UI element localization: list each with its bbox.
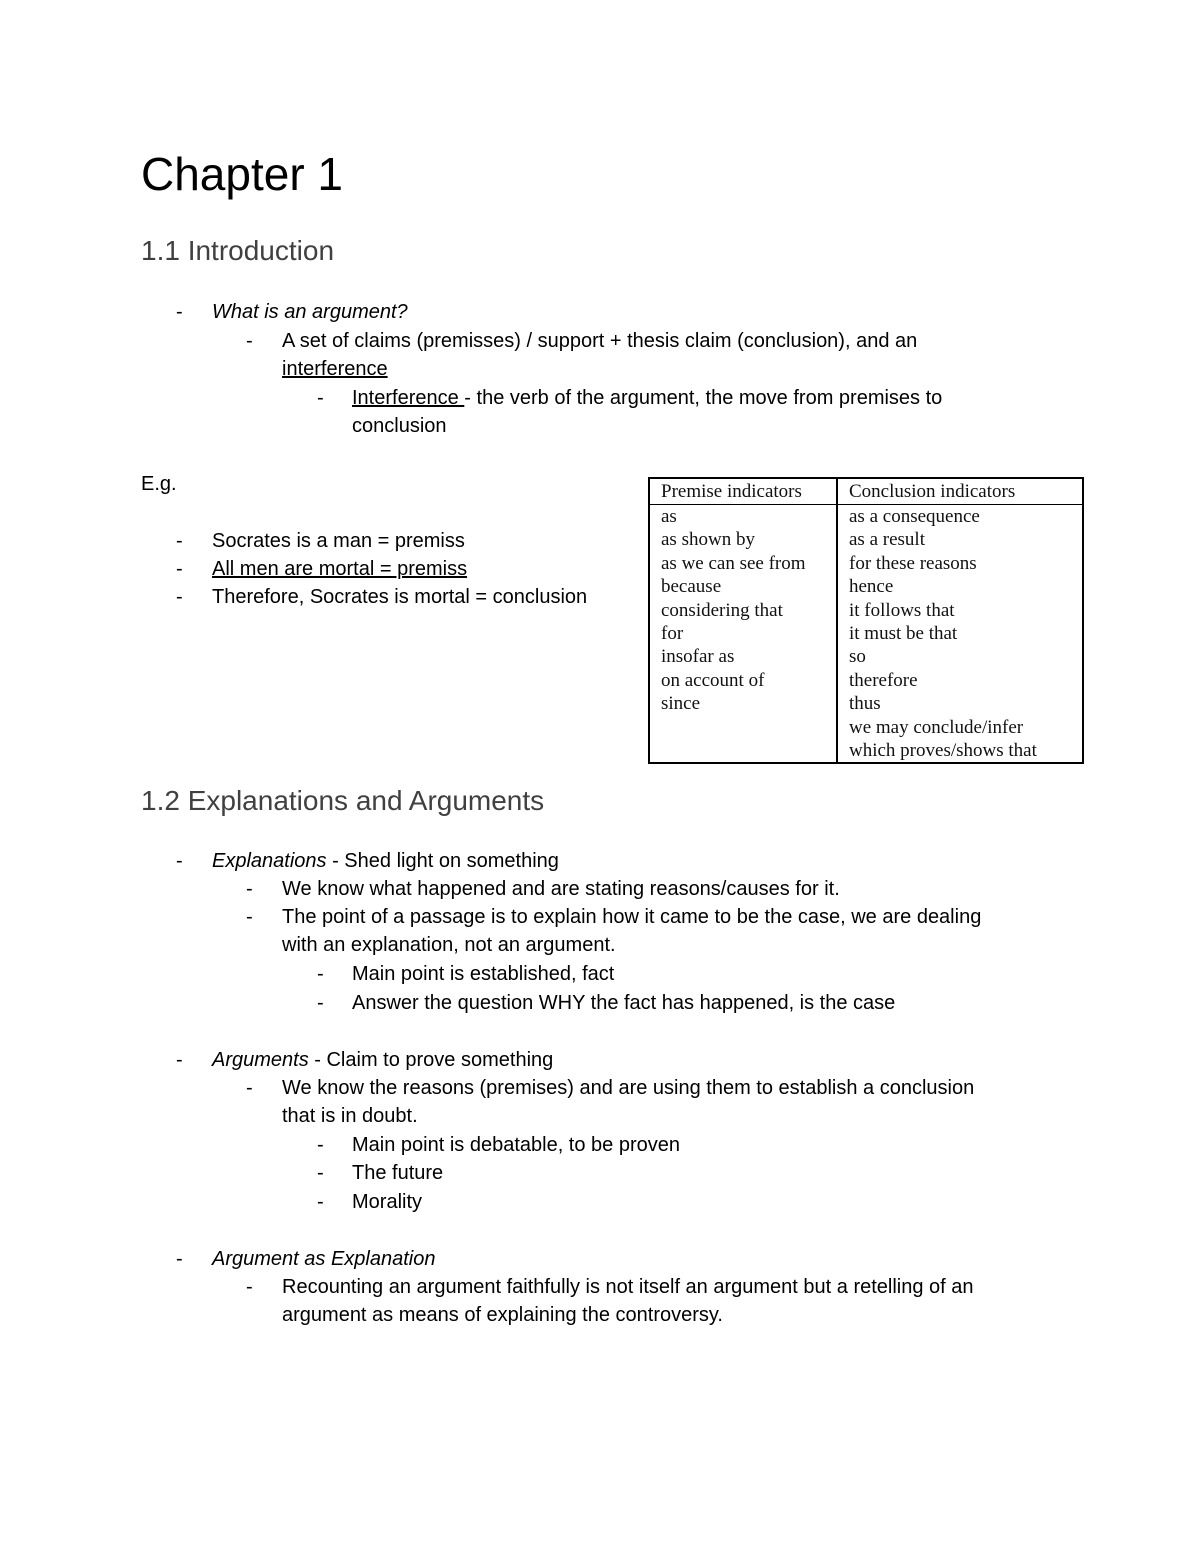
conclusion-indicators-list [838, 505, 1082, 762]
premise-indicators-list [650, 505, 836, 716]
interference-definition [352, 384, 942, 412]
arguments-definition: - Claim to prove something [308, 1049, 554, 1071]
conclusion-item: it follows that [849, 599, 955, 621]
explanations-definition: - Shed light on something [326, 850, 559, 872]
premise-item: considering that [661, 599, 783, 621]
example-label: E.g. [141, 473, 177, 495]
conclusion-item: for these reasons [849, 552, 977, 574]
conclusion-item: hence [849, 576, 894, 598]
premise-item: because [661, 576, 722, 598]
conclusion-item: thus [849, 693, 881, 715]
argument-as-explanation-term: Argument as Explanation [212, 1248, 436, 1270]
example-premise-2: All men are mortal = premiss [212, 558, 468, 580]
interference-definition-text: - the verb of the argument, the move from premises to [464, 387, 943, 409]
bullet-dash: - [246, 878, 253, 900]
bullet-dash: - [317, 1191, 324, 1213]
bullet-dash: - [317, 1162, 324, 1184]
arguments-term: Arguments [212, 1049, 309, 1071]
premise-item: as shown by [661, 529, 755, 551]
argument-subpoint-3: Morality [352, 1191, 423, 1213]
indicators-table [648, 477, 1084, 764]
premise-indicators-column [650, 479, 838, 762]
conclusion-item: therefore [849, 669, 918, 691]
bullet-dash: - [317, 1134, 324, 1156]
conclusion-item: so [849, 646, 866, 668]
bullet-dash: - [176, 1049, 183, 1071]
conclusion-indicators-header: Conclusion indicators [838, 479, 1082, 505]
conclusion-item: we may conclude/infer [849, 716, 1024, 738]
explanation-point-1: We know what happened and are stating reasons/causes for it. [282, 878, 840, 900]
argument-subpoint-1: Main point is debatable, to be proven [352, 1134, 680, 1156]
explanation-point-2: The point of a passage is to explain how it came to be the case, we are dealing [282, 906, 982, 928]
premise-item: insofar as [661, 646, 735, 668]
argument-subpoint-2: The future [352, 1162, 444, 1184]
interference-term: interference [282, 358, 388, 380]
premise-item: for [661, 623, 684, 645]
section-heading-explanations-arguments: 1.2 Explanations and Arguments [141, 785, 545, 816]
premise-item: as [661, 506, 677, 527]
bullet-dash: - [176, 1248, 183, 1270]
example-conclusion: Therefore, Socrates is mortal = conclusion [212, 586, 588, 608]
bullet-dash: - [176, 586, 183, 608]
bullet-dash: - [176, 850, 183, 872]
conclusion-indicators-column [838, 479, 1082, 762]
conclusion-item: as a consequence [849, 506, 980, 527]
bullet-dash: - [246, 1276, 253, 1298]
section-heading-introduction: 1.1 Introduction [141, 235, 335, 266]
premise-item: on account of [661, 669, 765, 691]
question-what-is-argument: What is an argument? [212, 301, 408, 323]
bullet-dash: - [176, 530, 183, 552]
explanations-item [212, 847, 559, 875]
interference-label: Interference [352, 387, 465, 409]
explanations-term: Explanations [212, 850, 327, 872]
premise-item: as we can see from [661, 552, 806, 574]
explanation-subpoint-1: Main point is established, fact [352, 963, 615, 985]
interference-definition-cont: conclusion [352, 415, 447, 437]
argument-as-explanation-point-cont: argument as means of explaining the controversy. [282, 1304, 723, 1326]
explanation-point-2-cont: with an explanation, not an argument. [282, 934, 616, 956]
bullet-dash: - [176, 301, 183, 323]
bullet-dash: - [317, 387, 324, 409]
argument-point-1: We know the reasons (premises) and are using them to establish a conclusion [282, 1077, 975, 1099]
argument-as-explanation-point: Recounting an argument faithfully is not itself an argument but a retelling of an [282, 1276, 974, 1298]
bullet-dash: - [246, 330, 253, 352]
arguments-item [212, 1046, 553, 1074]
bullet-dash: - [246, 906, 253, 928]
page-title: Chapter 1 [141, 148, 344, 200]
conclusion-item: which proves/shows that [849, 740, 1037, 762]
example-premise-1: Socrates is a man = premiss [212, 530, 465, 552]
bullet-dash: - [317, 992, 324, 1014]
conclusion-item: as a result [849, 529, 925, 551]
explanation-subpoint-2: Answer the question WHY the fact has happened, is the case [352, 992, 896, 1014]
premise-indicators-header: Premise indicators [650, 479, 836, 505]
bullet-dash: - [317, 963, 324, 985]
bullet-dash: - [246, 1077, 253, 1099]
bullet-dash: - [176, 558, 183, 580]
argument-definition-line: A set of claims (premisses) / support + thesis claim (conclusion), and an [282, 330, 918, 352]
argument-point-1-cont: that is in doubt. [282, 1105, 418, 1127]
premise-item: since [661, 693, 701, 715]
conclusion-item: it must be that [849, 623, 958, 645]
